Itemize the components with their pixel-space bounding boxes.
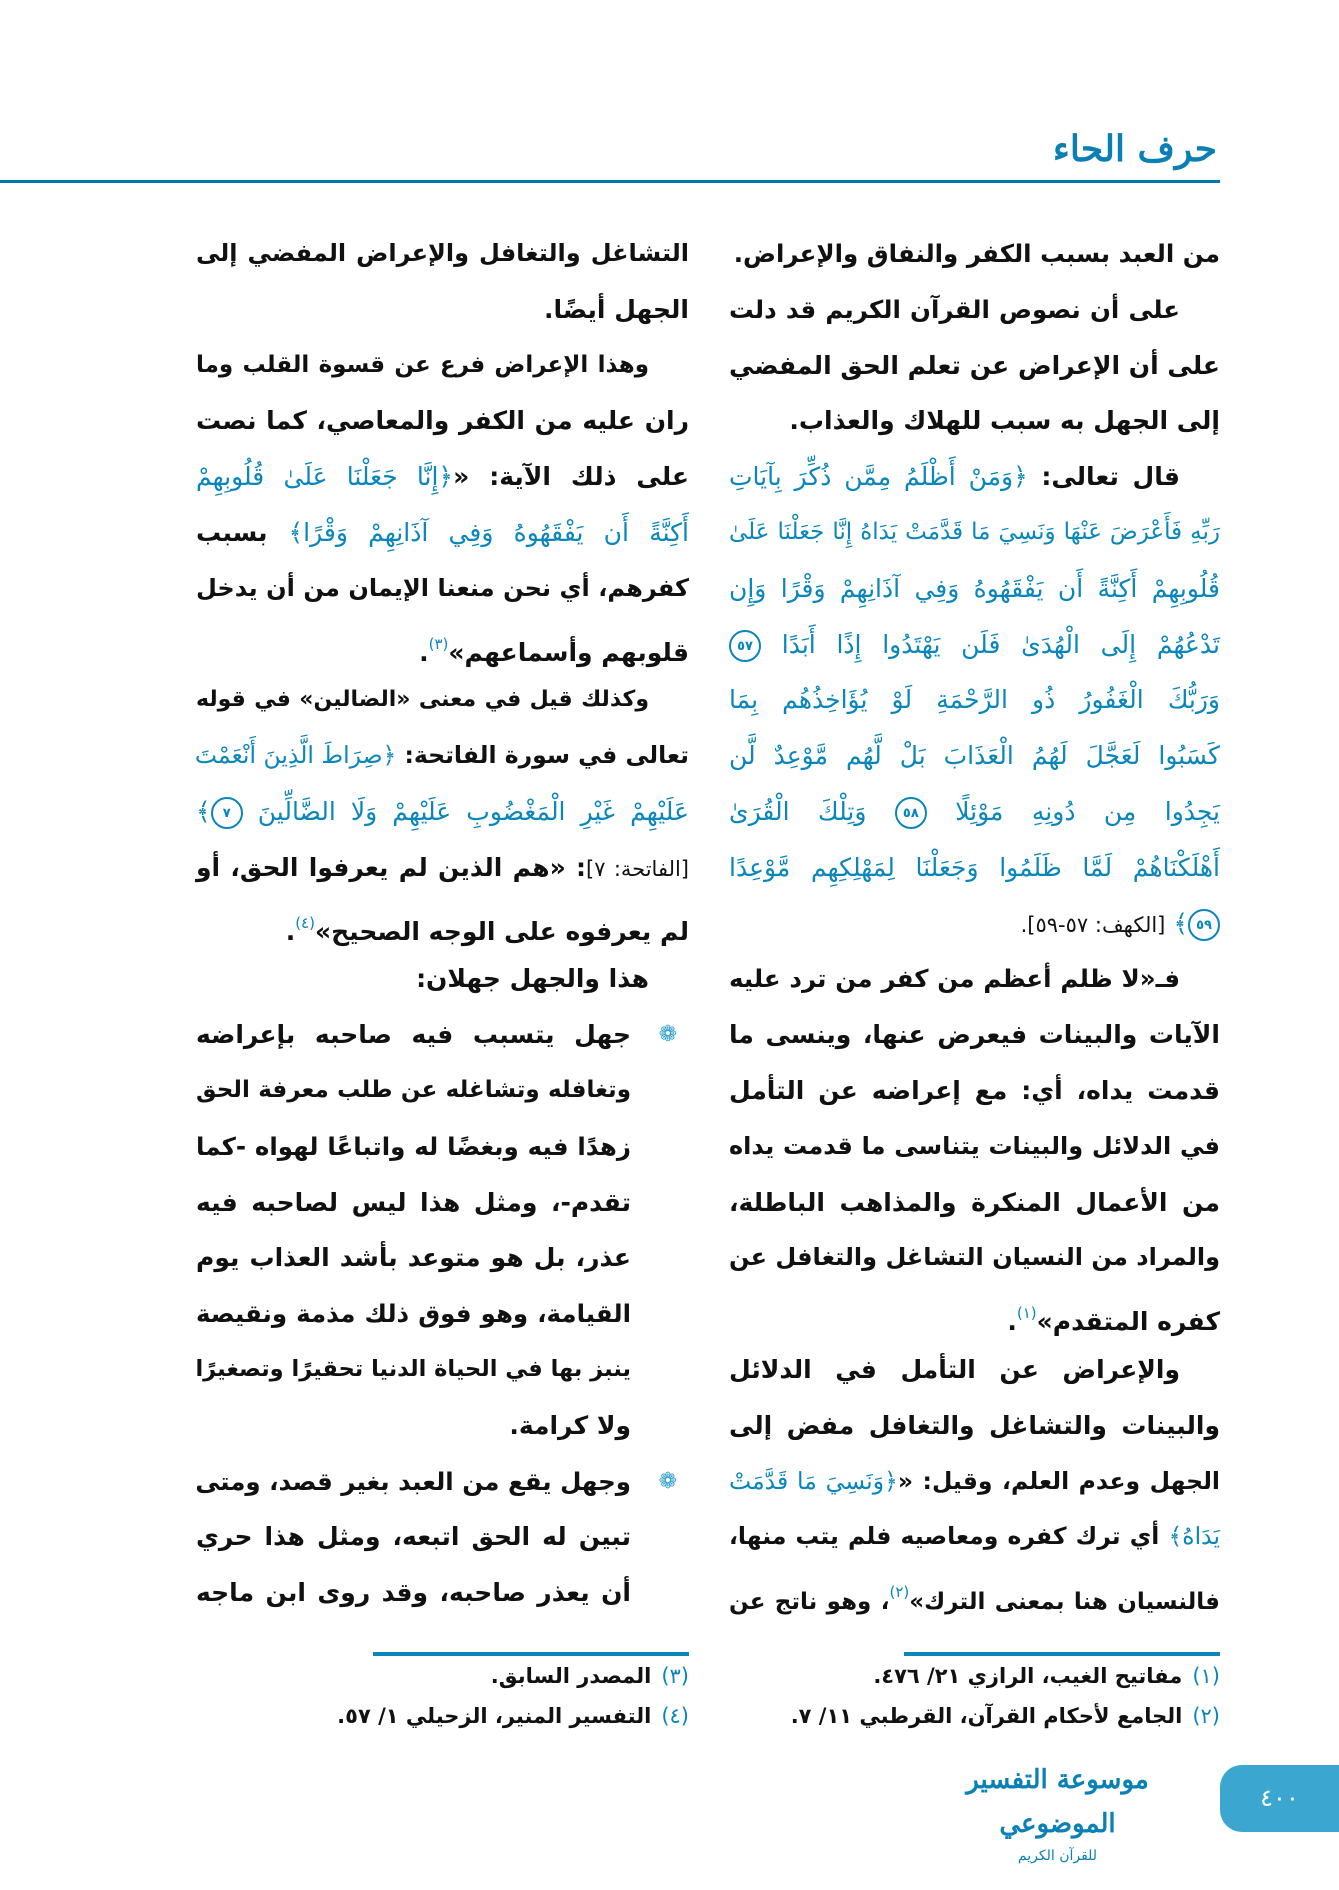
- body-text: وكذلك قيل في معنى «الضالين» في قوله: [196, 687, 649, 713]
- body-text: القيامة، وهو فوق ذلك مذمة ونقيصة: [196, 1299, 631, 1329]
- body-text: أي ترك كفره ومعاصيه فلم يتب منها،: [729, 1522, 1169, 1551]
- ayah-number-icon: ٧: [211, 797, 243, 829]
- body-text: على ذلك الآية: «: [453, 462, 689, 492]
- text-line: [729, 1007, 1220, 1063]
- footnote-2: [791, 1704, 1220, 1728]
- footnote-marker[interactable]: (٢): [889, 1583, 910, 1602]
- text-line: [196, 449, 689, 505]
- quran-verse-text: رَبِّهِ فَأَعْرَضَ عَنْهَا وَنَسِيَ مَا قَدَّمَتْ يَدَاهُ إِنَّا جَعَلْنَا عَلَىٰ: [729, 518, 1220, 545]
- ayah-number-icon: ٥٨: [895, 797, 927, 829]
- footnote-marker[interactable]: (٣): [428, 634, 449, 653]
- footnote-rule-right: [904, 1652, 1220, 1656]
- logo-subtitle: للقرآن الكريم: [1017, 1848, 1098, 1864]
- text-line: [729, 449, 1220, 505]
- body-text: في الدلائل والبينات يتناسى ما قدمت يداه: [729, 1131, 1220, 1160]
- text-line: [729, 1286, 1220, 1342]
- body-text: والمراد من النسيان التشاغل والتغافل عن: [729, 1243, 1220, 1272]
- body-text: .: [285, 916, 296, 946]
- quran-verse-text: ﴿إِنَّا جَعَلْنَا عَلَىٰ قُلُوبِهِمْ: [196, 462, 454, 492]
- text-line: [196, 1230, 689, 1286]
- text-line: [196, 1342, 689, 1398]
- footnote-number: (٣): [661, 1664, 689, 1688]
- footnote-text: المصدر السابق.: [490, 1664, 652, 1688]
- text-line: [196, 728, 689, 784]
- body-text: على أن الإعراض عن تعلم الحق المفضي: [729, 350, 1220, 380]
- body-text: ينبز بها في الحياة الدنيا تحقيرًا وتصغيرًا: [195, 1355, 631, 1382]
- encyclopedia-logo: [934, 1758, 1181, 1864]
- text-line: [196, 672, 689, 728]
- text-line: [729, 1230, 1220, 1286]
- body-text: قال تعالى:: [1027, 462, 1181, 492]
- text-line: [196, 338, 689, 394]
- body-text: التشاغل والتغافل والإعراض المفضي إلى: [196, 239, 689, 267]
- quran-verse-text: يَجِدُوا مِن دُونِهِ مَوْئِلًا: [926, 796, 1220, 826]
- ayah-number-icon: ٥٩: [1188, 909, 1220, 941]
- text-line: [196, 561, 689, 617]
- body-text: على أن نصوص القرآن الكريم قد دلت: [729, 294, 1180, 324]
- text-line: [729, 1119, 1220, 1175]
- verse-reference: [الفاتحة: ٧]: [586, 856, 690, 881]
- text-line: [196, 784, 689, 840]
- ayah-number-icon: ٥٧: [729, 630, 761, 662]
- footnote-text: مفاتيح الغيب، الرازي ٢١/ ٤٧٦.: [873, 1664, 1183, 1688]
- quran-verse-text: عَلَيْهِمْ غَيْرِ الْمَغْضُوبِ عَلَيْهِمْ وَلَا الضَّالِّينَ: [242, 796, 689, 826]
- quran-verse-text: تَدْعُهُمْ إِلَى الْهُدَىٰ فَلَن يَهْتَدُوا إِذًا أَبَدًا: [761, 629, 1220, 659]
- text-line: [196, 1565, 689, 1621]
- text-line: [729, 1509, 1220, 1565]
- body-text: إلى الجهل به سبب للهلاك والعذاب.: [789, 406, 1220, 436]
- header-rule: [0, 180, 1220, 183]
- footnote-number: (٤): [661, 1704, 689, 1728]
- text-line: [729, 617, 1220, 673]
- body-text: وتغافله وتشاغله عن طلب معرفة الحق: [196, 1076, 631, 1103]
- footnote-rule-left: [373, 1652, 689, 1656]
- text-line: [729, 896, 1220, 952]
- footnote-4: [337, 1704, 689, 1728]
- text-line: [729, 282, 1220, 338]
- body-text: أن يعذر صاحبه، وقد روى ابن ماجه: [196, 1578, 631, 1608]
- right-column: [729, 226, 1220, 1621]
- text-line: [196, 1398, 689, 1454]
- body-text: وجهل يقع من العبد بغير قصد، ومتى: [195, 1466, 631, 1496]
- text-line: [196, 282, 689, 338]
- quran-verse-text: أَهْلَكْنَاهُمْ لَمَّا ظَلَمُوا وَجَعَلْنَا لِمَهْلِكِهِم مَّوْعِدًا: [729, 852, 1220, 882]
- body-text: عذر، بل هو متوعد بأشد العذاب يوم: [196, 1243, 631, 1273]
- text-line: [729, 561, 1220, 617]
- text-line: [196, 951, 689, 1007]
- text-line: [196, 226, 689, 282]
- text-line: [729, 1398, 1220, 1454]
- text-line: [196, 1454, 689, 1510]
- body-text: قدمت يداه، أي: مع إعراضه عن التأمل: [729, 1075, 1220, 1105]
- text-line: [196, 1119, 689, 1175]
- page-number: ٤٠٠: [1220, 1765, 1339, 1832]
- text-line: [196, 896, 689, 952]
- body-text: من العبد بسبب الكفر والنفاق والإعراض.: [733, 239, 1220, 268]
- text-line: [729, 728, 1220, 784]
- body-text: الجهل وعدم العلم، وقيل: «: [897, 1466, 1220, 1495]
- body-text: كفرهم، أي نحن منعنا الإيمان من أن يدخل: [196, 573, 689, 602]
- text-line: [729, 1454, 1220, 1510]
- footnote-marker[interactable]: (٤): [295, 913, 315, 932]
- text-line: [196, 617, 689, 673]
- flower-bullet-icon: ❁: [658, 1468, 677, 1494]
- body-text: .: [1007, 1307, 1017, 1337]
- body-text: والبينات والتشاغل والتغافل مفض إلى: [729, 1410, 1220, 1440]
- quran-verse-text: وَرَبُّكَ الْغَفُورُ ذُو الرَّحْمَةِ لَوْ يُؤَاخِذُهُم بِمَا: [729, 685, 1220, 715]
- body-text: الآيات والبينات فيعرض عنها، وينسى ما: [729, 1020, 1220, 1050]
- body-text: قلوبهم وأسماعهم»: [448, 637, 689, 667]
- text-line: [196, 1286, 689, 1342]
- text-line: [729, 1175, 1220, 1231]
- text-line: [196, 1509, 689, 1565]
- quran-verse-text: ﴿وَمَنْ أَظْلَمُ مِمَّن ذُكِّرَ بِآيَاتِ: [729, 462, 1028, 492]
- footnote-3: [491, 1664, 689, 1688]
- footnote-marker[interactable]: (١): [1016, 1304, 1037, 1323]
- body-text: ولا كرامة.: [509, 1410, 631, 1440]
- text-line: [196, 840, 689, 896]
- text-line: [729, 505, 1220, 561]
- text-line: [729, 1063, 1220, 1119]
- text-line: [196, 1063, 689, 1119]
- body-text: : «هم الذين لم يعرفوا الحق، أو: [196, 852, 587, 882]
- body-text: والإعراض عن التأمل في الدلائل: [729, 1354, 1180, 1384]
- quran-verse-text: ﴿صِرَاطَ الَّذِينَ أَنْعَمْتَ: [194, 741, 397, 770]
- text-line: [196, 1175, 689, 1231]
- body-text: كفره المتقدم»: [1036, 1307, 1220, 1337]
- flower-bullet-icon: ❁: [658, 1022, 677, 1048]
- text-line: [729, 226, 1220, 282]
- footnote-number: (٢): [1192, 1704, 1220, 1728]
- quran-verse-text: يَدَاهُ﴾: [1168, 1522, 1220, 1551]
- body-text: تقدم-، ومثل هذا ليس لصاحبه فيه: [196, 1187, 631, 1217]
- text-line: [196, 505, 689, 561]
- text-line: [729, 840, 1220, 896]
- quran-verse-text: وَتِلْكَ الْقُرَىٰ: [729, 796, 895, 826]
- logo-title: موسوعة التفسير الموضوعي: [966, 1765, 1149, 1839]
- body-text: ، وهو ناتج عن: [729, 1589, 890, 1616]
- body-text: لم يعرفوه على الوجه الصحيح»: [314, 916, 689, 946]
- quran-verse-text: ﴾: [196, 796, 211, 826]
- body-text: زهدًا فيه وبغضًا له واتباعًا لهواه -كما: [196, 1131, 631, 1161]
- text-line: [196, 1007, 689, 1063]
- quran-verse-text: قُلُوبِهِمْ أَكِنَّةً أَن يَفْقَهُوهُ وَفِي آذَانِهِمْ وَقْرًا وَإِن: [729, 573, 1220, 603]
- quran-verse-text: ﴿وَنَسِيَ مَا قَدَّمَتْ: [729, 1466, 898, 1495]
- chapter-title: حرف الحاء: [1052, 128, 1217, 170]
- quran-verse-text: ﴾: [1165, 908, 1188, 938]
- body-text: تعالى في سورة الفاتحة:: [396, 741, 689, 770]
- body-text: جهل يتسبب فيه صاحبه بإعراضه: [196, 1020, 631, 1050]
- text-line: [729, 784, 1220, 840]
- footnote-text: التفسير المنير، الزحيلي ١/ ٥٧.: [337, 1704, 652, 1728]
- body-text: فالنسيان هنا بمعنى الترك»: [909, 1589, 1220, 1616]
- text-line: [729, 338, 1220, 394]
- body-text: .: [419, 637, 429, 667]
- body-text: الجهل أيضًا.: [544, 294, 689, 324]
- text-line: [196, 393, 689, 449]
- body-text: هذا والجهل جهلان:: [416, 964, 649, 994]
- text-line: [729, 1565, 1220, 1621]
- body-text: تبين له الحق اتبعه، ومثل هذا حري: [196, 1522, 631, 1552]
- quran-verse-text: كَسَبُوا لَعَجَّلَ لَهُمُ الْعَذَابَ بَلْ لَّهُم مَّوْعِدٌ لَّن: [729, 741, 1220, 771]
- body-text: وهذا الإعراض فرع عن قسوة القلب وما: [196, 351, 649, 378]
- text-line: [729, 951, 1220, 1007]
- body-text: ران عليه من الكفر والمعاصي، كما نصت: [196, 406, 689, 436]
- footnote-1: [873, 1664, 1220, 1688]
- body-text: بسبب: [196, 517, 289, 547]
- verse-reference: [الكهف: ٥٧-٥٩].: [1020, 912, 1166, 937]
- text-line: [729, 1342, 1220, 1398]
- text-line: [729, 672, 1220, 728]
- text-line: [729, 393, 1220, 449]
- footnote-number: (١): [1192, 1664, 1220, 1688]
- quran-verse-text: أَكِنَّةً أَن يَفْقَهُوهُ وَفِي آذَانِهِمْ وَقْرًا﴾: [288, 517, 689, 547]
- footnote-text: الجامع لأحكام القرآن، القرطبي ١١/ ٧.: [790, 1704, 1183, 1728]
- body-text: من الأعمال المنكرة والمذاهب الباطلة،: [729, 1187, 1220, 1217]
- left-column: [196, 226, 689, 1621]
- body-text: فـ«لا ظلم أعظم من كفر من ترد عليه: [729, 964, 1180, 994]
